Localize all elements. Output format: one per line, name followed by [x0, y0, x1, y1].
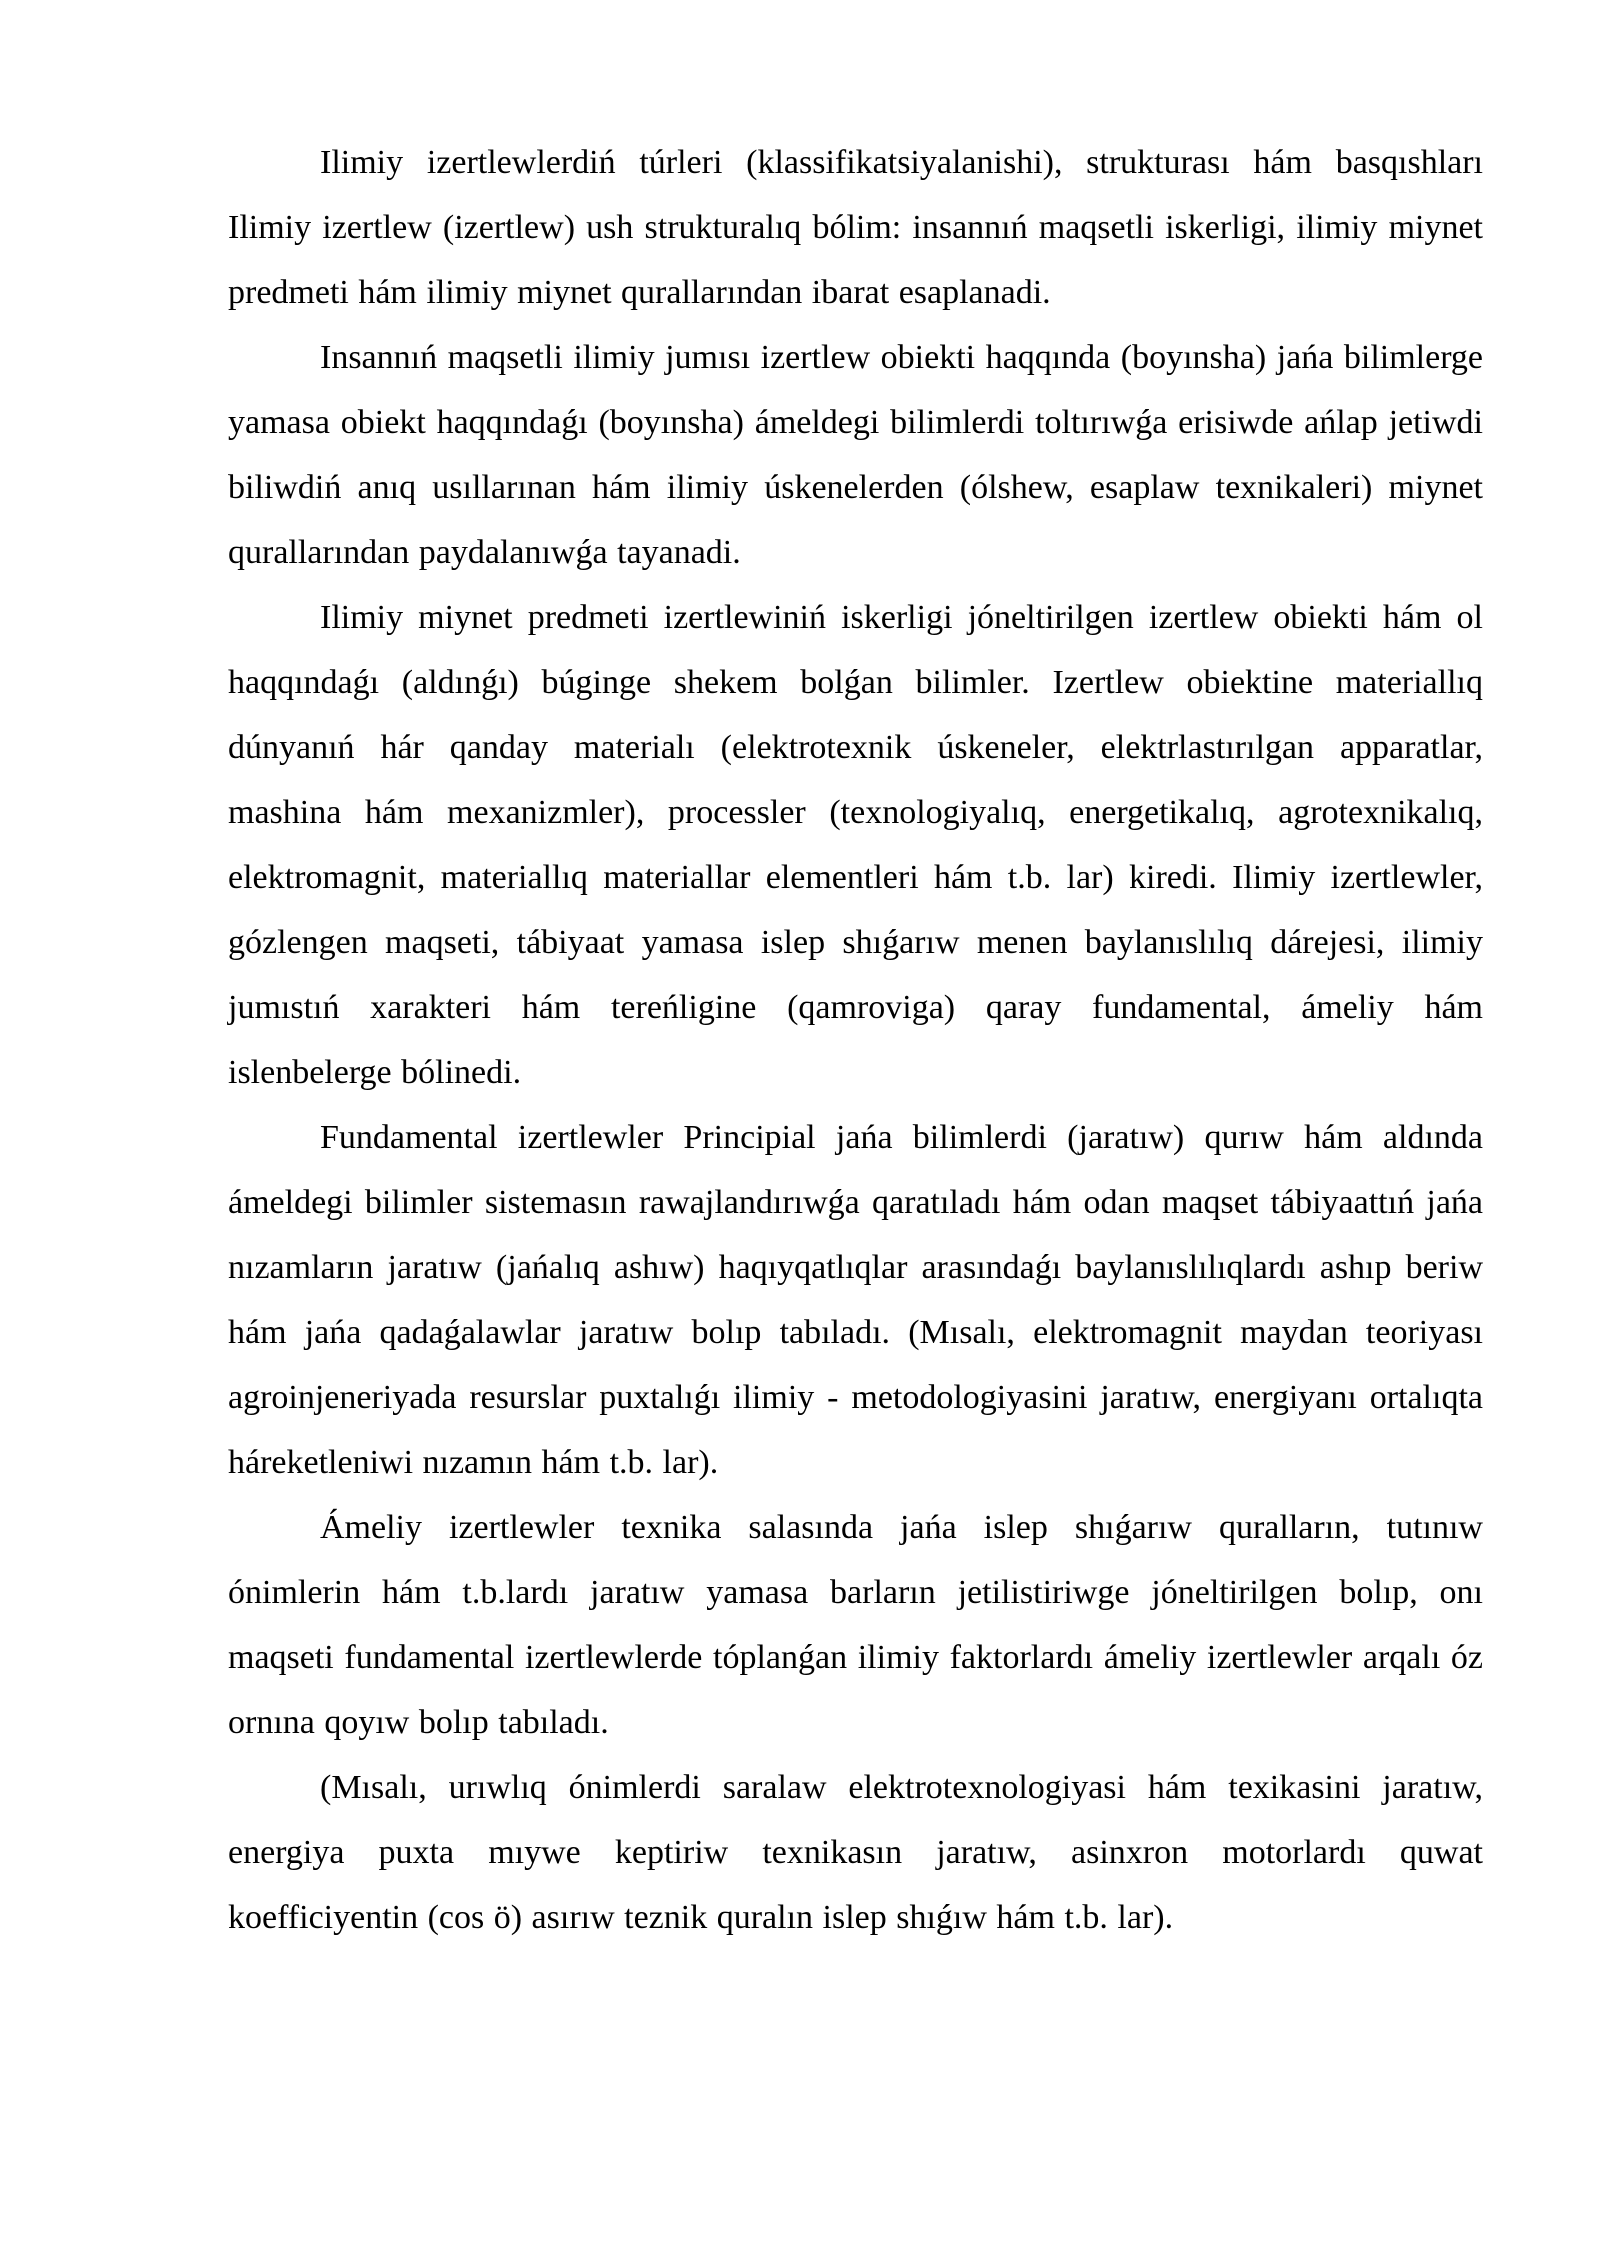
text-block — [228, 130, 1483, 1950]
paragraph-1: Ilimiy izertlewlerdiń túrleri (klassifikatsiyalanishi), strukturası hám basqıshları Ilimiy izertlew (izertlew) ush strukturalıq bólim: insannıń maqsetli iskerligi, ilimiy miynet predmeti hám ilimiy miynet qurallarından ibarat esaplanadi. — [228, 144, 1483, 311]
paragraph-5: Ámeliy izertlewler texnika salasında jańa islep shıǵarıw quralların, tutınıw ónimlerin hám t.b.lardı jaratıw yamasa barların jetilistiriwge jóneltirilgen bolıp, onı maqseti fundamental izertlewlerde tóplanǵan ilimiy faktorlardı ámeliy izertlewler arqalı óz ornına qoyıw bolıp tabıladı. — [228, 1509, 1483, 1741]
paragraph-3: Ilimiy miynet predmeti izertlewiniń iskerligi jóneltirilgen izertlew obiekti hám ol haqqındaǵı (aldınǵı) búginge shekem bolǵan bilimler. Izertlew obiektine materiallıq dúnyanıń hár qanday materialı (elektrotexnik úskeneler, elektrlastırılgan apparatlar, mashina hám mexanizmler), processler (texnologiyalıq, energetikalıq, agrotexnikalıq, elektromagnit, materiallıq materiallar elementleri hám t.b. lar) kiredi. Ilimiy izertlewler, gózlengen maqseti, tábiyaat yamasa islep shıǵarıw menen baylanıslılıq dárejesi, ilimiy jumıstıń xarakteri hám tereńligine (qamroviga) qaray fundamental, ámeliy hám islenbelerge bólinedi. — [228, 599, 1483, 1091]
paragraph-2: Insannıń maqsetli ilimiy jumısı izertlew obiekti haqqında (boyınsha) jańa bilimlerge yamasa obiekt haqqındaǵı (boyınsha) ámeldegi bilimlerdi toltırıwǵa erisiwde ańlap jetiwdi biliwdiń anıq usıllarınan hám ilimiy úskenelerden (ólshew, esaplaw texnikaleri) miynet qurallarından paydalanıwǵa tayanadi. — [228, 339, 1483, 571]
paragraph-6: (Mısalı, urıwlıq ónimlerdi saralaw elektrotexnologiyasi hám texikasini jaratıw, energiya puxta mıywe keptiriw texnikasın jaratıw, asinxron motorlardı quwat koefficiyentin (cos ö) asırıw teznik quralın islep shıǵıw hám t.b. lar). — [228, 1769, 1483, 1936]
paragraph-4: Fundamental izertlewler Principial jańa bilimlerdi (jaratıw) qurıw hám aldında ámeldegi bilimler sistemasın rawajlandırıwǵa qaratıladı hám odan maqset tábiyaattıń jańa nızamların jaratıw (jańalıq ashıw) haqıyqatlıqlar arasındaǵı baylanıslılıqlardı ashıp beriw hám jańa qadaǵalawlar jaratıw bolıp tabıladı. (Mısalı, elektromagnit maydan teoriyası agroinjeneriyada resurslar puxtalıǵı ilimiy - metodologiyasini jaratıw, energiyanı ortalıqta háreketleniwi nızamın hám t.b. lar). — [228, 1119, 1483, 1481]
